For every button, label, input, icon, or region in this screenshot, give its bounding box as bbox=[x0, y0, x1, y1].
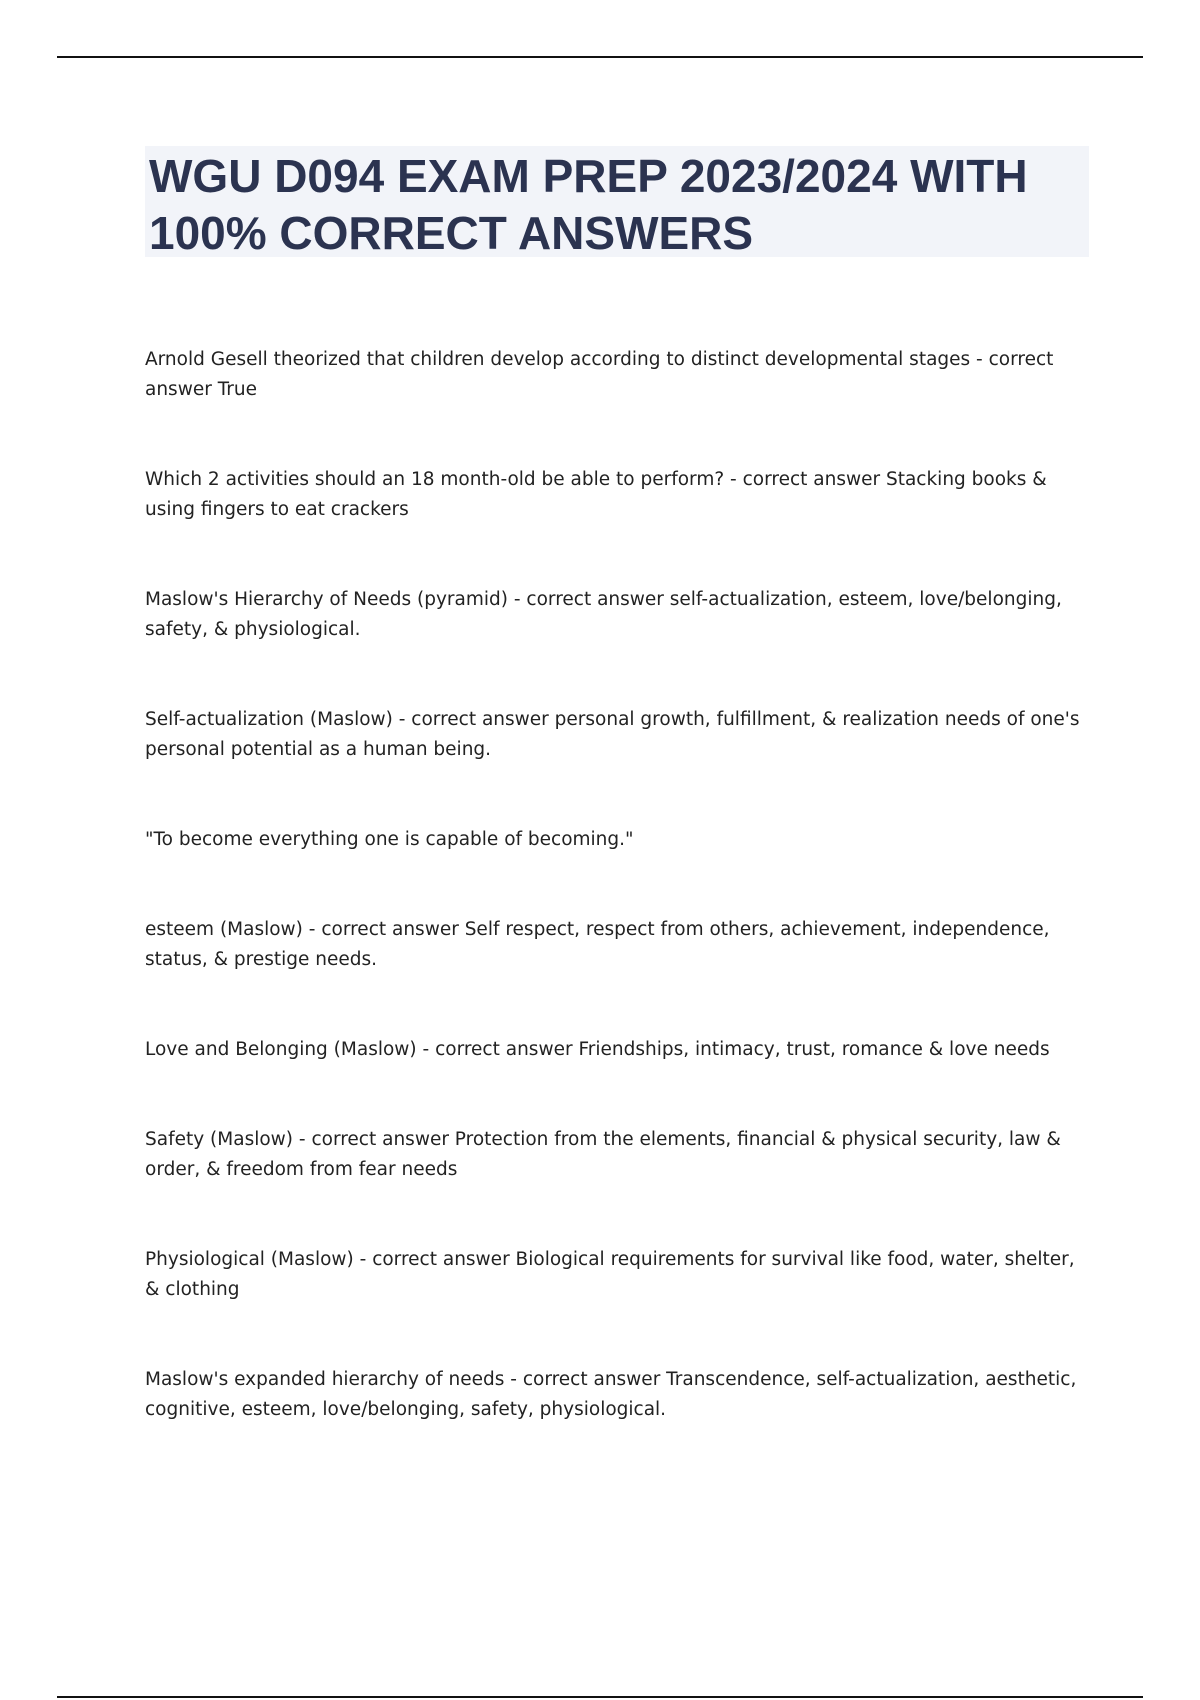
header-rule bbox=[57, 56, 1143, 58]
qa-text: Love and Belonging (Maslow) - correct answer Friendships, intimacy, trust, romance & love needs bbox=[145, 1039, 1050, 1060]
qa-text: Physiological (Maslow) - correct answer Biological requirements for survival like food, water, shelter, & clothing bbox=[145, 1249, 1075, 1300]
qa-item bbox=[145, 345, 1085, 405]
qa-item bbox=[145, 465, 1085, 525]
qa-text: Arnold Gesell theorized that children develop according to distinct developmental stages - correct answer True bbox=[145, 349, 1054, 400]
qa-text: Which 2 activities should an 18 month-old be able to perform? - correct answer Stacking books & using fingers to eat crackers bbox=[145, 469, 1047, 520]
qa-item bbox=[145, 705, 1085, 765]
qa-text: Self-actualization (Maslow) - correct answer personal growth, fulfillment, & realization needs of one's personal potential as a human being. bbox=[145, 709, 1080, 760]
qa-list bbox=[145, 345, 1085, 1485]
qa-item bbox=[145, 915, 1085, 975]
qa-item bbox=[145, 585, 1085, 645]
title-banner bbox=[145, 146, 1089, 257]
qa-item bbox=[145, 1125, 1085, 1185]
qa-item bbox=[145, 1035, 1085, 1065]
qa-text: "To become everything one is capable of becoming." bbox=[145, 829, 634, 850]
qa-item bbox=[145, 1365, 1085, 1425]
qa-text: Maslow's Hierarchy of Needs (pyramid) - correct answer self-actualization, esteem, love/belonging, safety, & physiological. bbox=[145, 589, 1062, 640]
qa-text: Safety (Maslow) - correct answer Protection from the elements, financial & physical security, law & order, & freedom from fear needs bbox=[145, 1129, 1061, 1180]
document-title: WGU D094 EXAM PREP 2023/2024 WITH 100% CORRECT ANSWERS bbox=[149, 150, 1028, 259]
qa-item bbox=[145, 1245, 1085, 1305]
footer-rule bbox=[57, 1696, 1143, 1698]
qa-item bbox=[145, 825, 1085, 855]
qa-text: Maslow's expanded hierarchy of needs - correct answer Transcendence, self-actualization, aesthetic, cognitive, esteem, love/belonging, safety, physiological. bbox=[145, 1369, 1077, 1420]
qa-text: esteem (Maslow) - correct answer Self respect, respect from others, achievement, independence, status, & prestige needs. bbox=[145, 919, 1050, 970]
